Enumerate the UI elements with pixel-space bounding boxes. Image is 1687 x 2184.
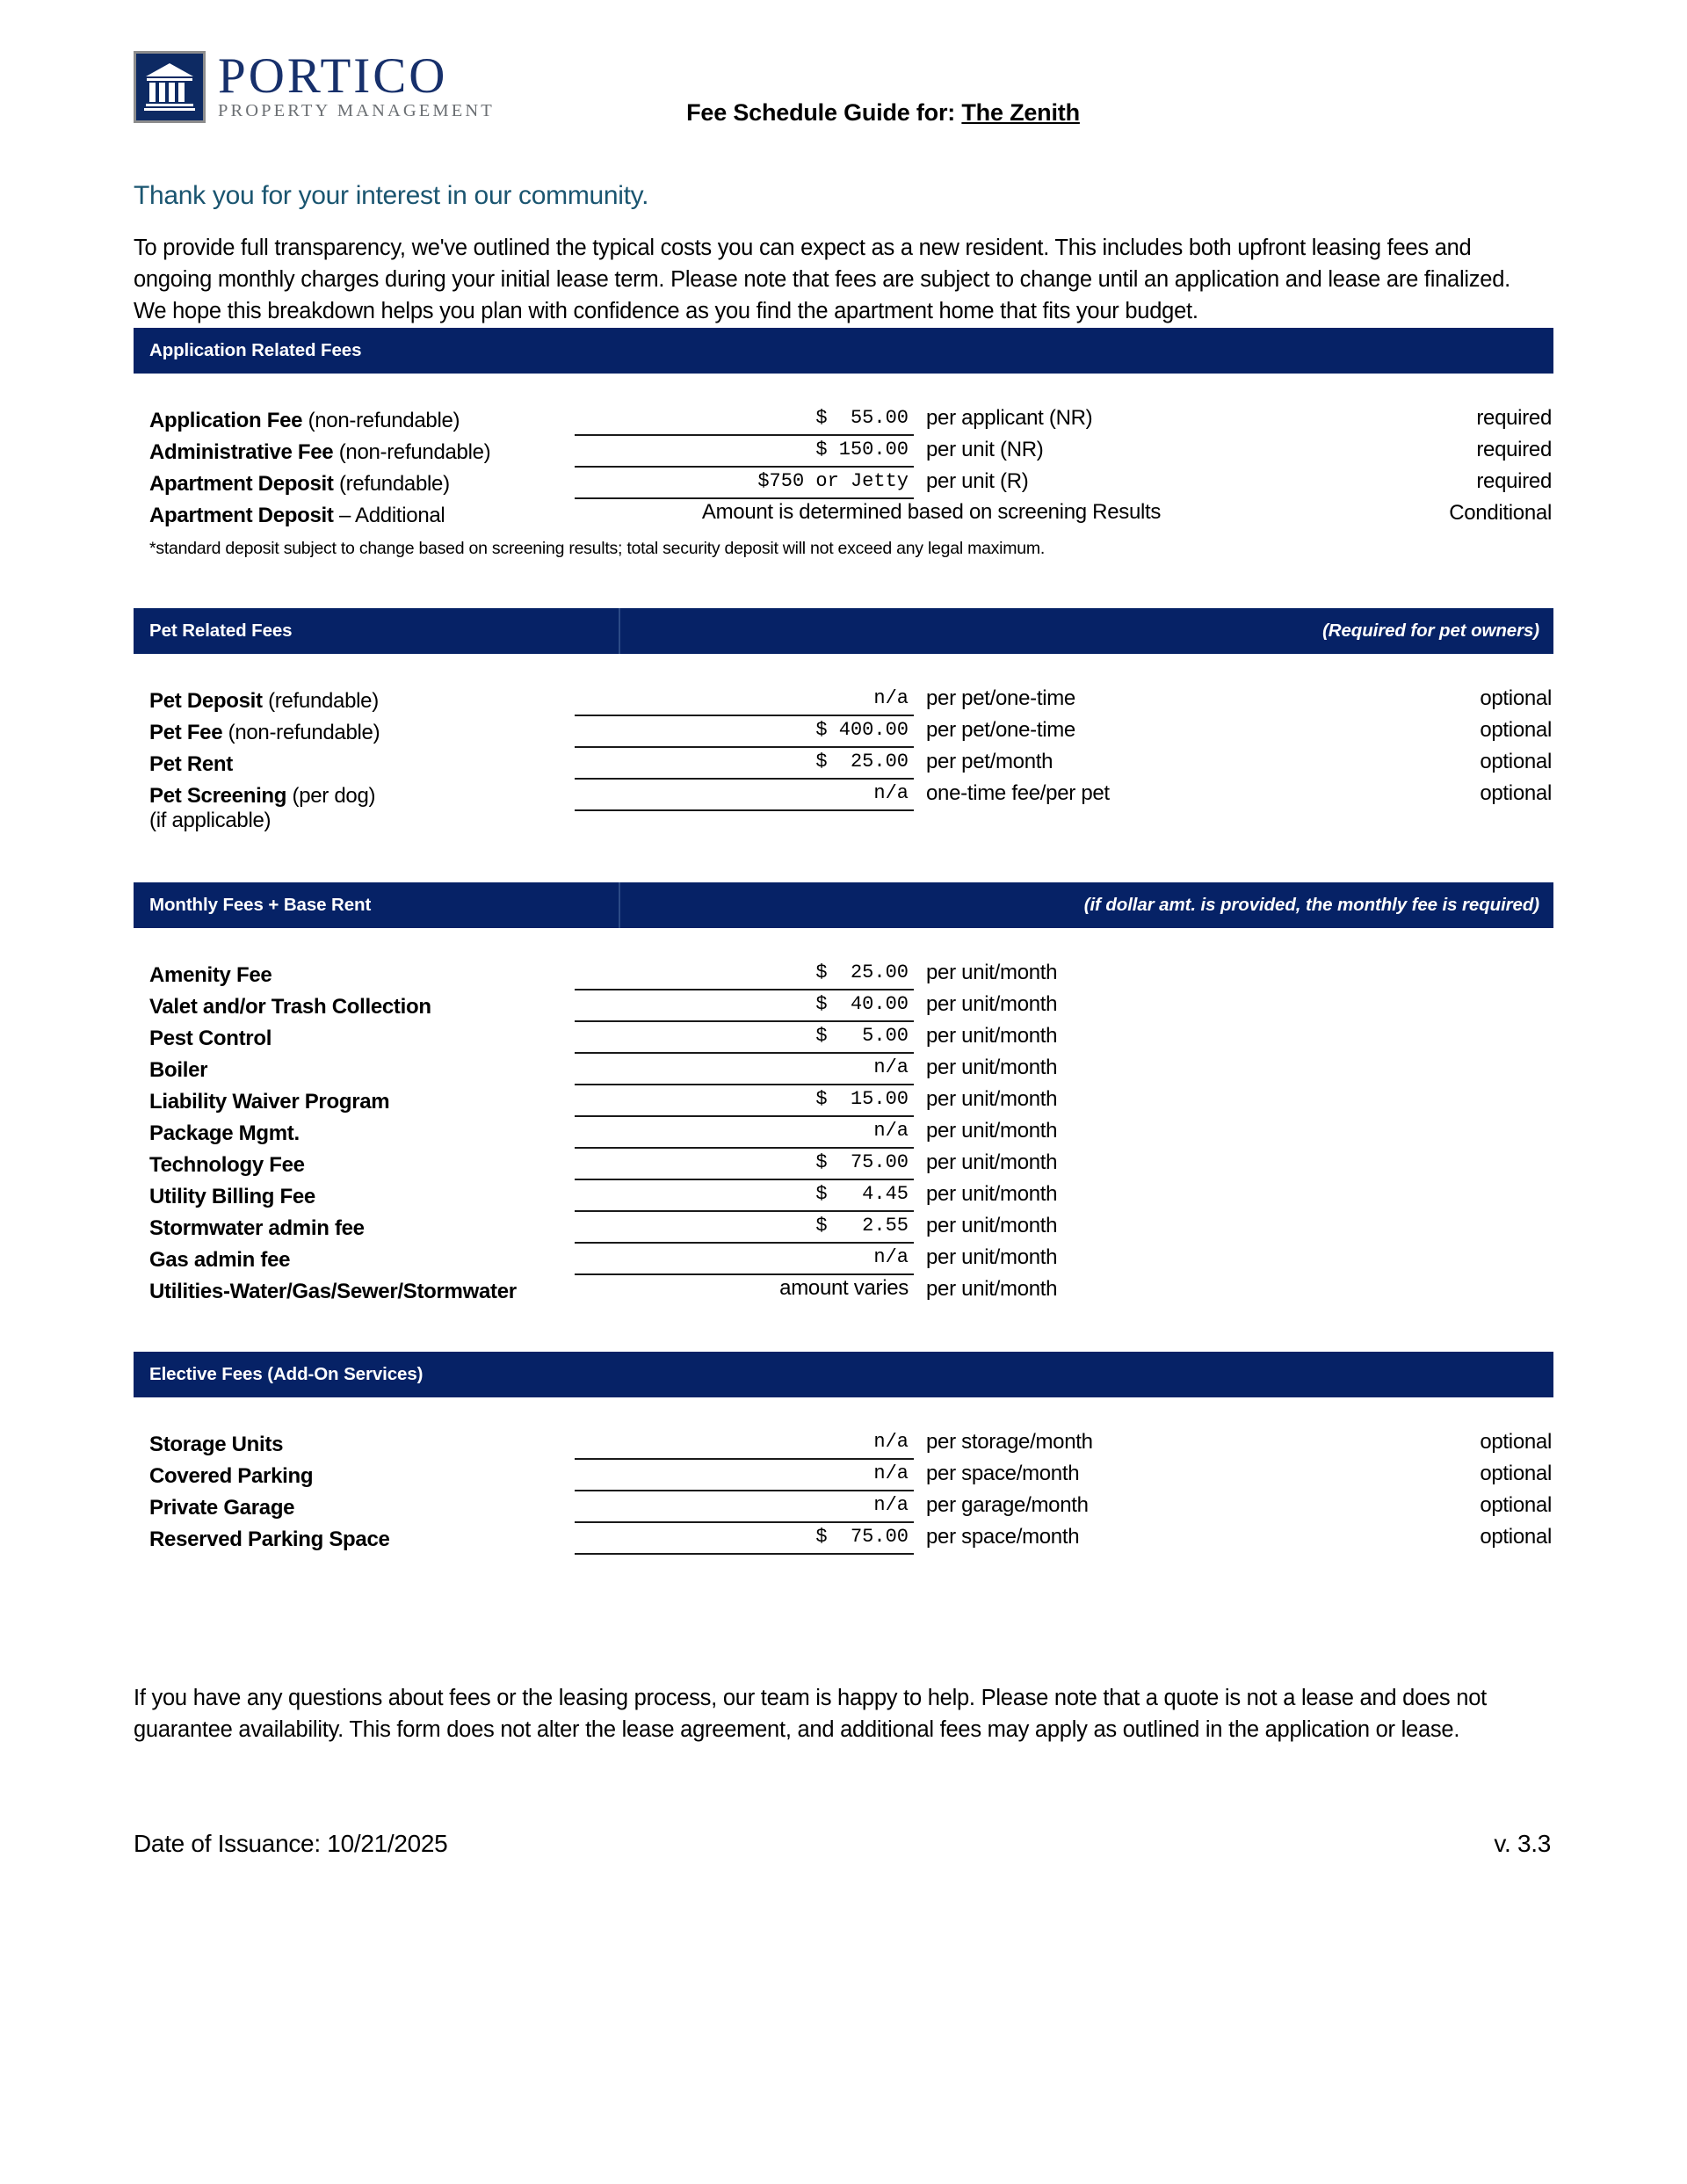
fee-label — [134, 1281, 633, 1302]
fee-row — [134, 1176, 1553, 1208]
fee-label — [134, 783, 633, 808]
section-title: Monthly Fees + Base Rent — [149, 894, 372, 915]
fee-label-name: Stormwater admin fee — [149, 1215, 365, 1240]
fee-label — [134, 994, 633, 1019]
fee-unit: per space/month — [926, 1461, 1080, 1485]
fee-requirement-status: optional — [1480, 1429, 1552, 1454]
fee-row — [134, 954, 1553, 986]
fee-label — [134, 688, 633, 713]
document-header — [0, 0, 1687, 132]
fee-requirement-status: optional — [1480, 717, 1552, 742]
fee-amount-field[interactable]: $ 15.00 — [633, 1090, 914, 1113]
fee-row — [134, 744, 1553, 775]
closing-body: If you have any questions about fees or the leasing process, our team is happy to help. Please note that a quote is not a lease and does not guarantee availability. This form does not alter the lease agreement, and additional fees may apply as outlined in the application or lease. — [134, 1685, 1487, 1742]
fee-row — [134, 775, 1553, 807]
fee-label — [134, 1247, 633, 1272]
fee-row — [134, 400, 1553, 432]
section-gap — [134, 1302, 1553, 1352]
fee-label-qualifier: (refundable) — [333, 471, 450, 496]
fee-unit: per pet/one-time — [926, 686, 1075, 710]
fee-amount-field[interactable]: $ 400.00 — [633, 721, 914, 744]
fee-label — [134, 751, 633, 776]
fee-label-name: Pet Deposit — [149, 688, 263, 713]
fee-unit: per unit/month — [926, 1213, 1058, 1237]
logo-tagline: PROPERTY MANAGEMENT — [218, 101, 495, 121]
fee-label-name: Pet Rent — [149, 751, 233, 776]
fee-row — [134, 1018, 1553, 1049]
fee-unit: per unit (NR) — [926, 437, 1044, 461]
section-title: Pet Related Fees — [149, 620, 293, 641]
fee-requirement-status: optional — [1480, 686, 1552, 710]
fee-row — [134, 1487, 1553, 1519]
logo-wordmark: PORTICO — [218, 48, 448, 104]
fee-requirement-status: required — [1476, 437, 1552, 461]
fee-row — [134, 1049, 1553, 1081]
fee-label — [134, 1089, 633, 1114]
fee-label — [134, 1215, 633, 1240]
section-rows — [134, 680, 1553, 833]
fee-amount-field[interactable]: $ 150.00 — [633, 440, 914, 463]
document-version: v. 3.3 — [1494, 1830, 1551, 1858]
fee-unit: per storage/month — [926, 1429, 1093, 1454]
fee-label-name: Liability Waiver Program — [149, 1089, 390, 1114]
fee-label-name: Reserved Parking Space — [149, 1527, 390, 1551]
intro-block — [0, 181, 1687, 328]
fee-requirement-status: required — [1476, 405, 1552, 430]
issuance-date — [134, 1830, 447, 1858]
fee-label-name: Apartment Deposit — [149, 503, 334, 527]
fee-label — [134, 1529, 633, 1550]
fee-requirement-status: required — [1476, 468, 1552, 493]
fee-amount-field[interactable]: $ 25.00 — [633, 963, 914, 986]
fee-label-qualifier: (non-refundable) — [333, 439, 491, 464]
fee-row — [134, 1113, 1553, 1144]
fee-unit: per unit/month — [926, 1023, 1058, 1048]
fee-label — [134, 1495, 633, 1520]
section-title: Application Related Fees — [149, 339, 362, 360]
fee-label — [134, 505, 633, 526]
fee-row — [134, 1239, 1553, 1271]
fee-row — [134, 680, 1553, 712]
fee-requirement-status: optional — [1480, 780, 1552, 805]
fee-requirement-status: optional — [1480, 1524, 1552, 1549]
section-rows — [134, 1424, 1553, 1550]
fee-unit: per unit/month — [926, 1118, 1058, 1143]
fee-label-name: Technology Fee — [149, 1152, 305, 1177]
property-name: The Zenith — [961, 99, 1080, 126]
fee-label-name: Storage Units — [149, 1432, 284, 1456]
issuance-date-label: Date of Issuance: — [134, 1830, 321, 1858]
fee-row — [134, 1424, 1553, 1455]
fee-amount-field[interactable]: n/a — [633, 689, 914, 712]
fee-amount-field[interactable]: n/a — [633, 1248, 914, 1271]
page-title — [0, 99, 1687, 127]
fee-label-name: Utility Billing Fee — [149, 1184, 315, 1208]
fee-label-qualifier: (non-refundable) — [302, 408, 460, 432]
fee-row — [134, 712, 1553, 744]
fee-label-name: Valet and/or Trash Collection — [149, 994, 431, 1019]
section-footnote: *standard deposit subject to change based on screening results; total security deposit will not exceed any legal maximum. — [149, 538, 1045, 558]
fee-label-qualifier: – Additional — [333, 503, 445, 527]
fee-unit: per unit/month — [926, 1055, 1058, 1079]
fee-unit: per pet/one-time — [926, 717, 1075, 742]
fee-label — [134, 1152, 633, 1177]
fee-unit: per applicant (NR) — [926, 405, 1093, 430]
fee-amount-field[interactable]: $ 75.00 — [633, 1153, 914, 1176]
label-continuation: (if applicable) — [149, 808, 272, 832]
fee-label — [134, 1123, 633, 1144]
fee-label-qualifier: (non-refundable) — [222, 720, 380, 744]
section-header-pet-related-fees — [134, 608, 1553, 654]
fee-label — [134, 1057, 633, 1082]
fee-amount-field[interactable]: $ 2.55 — [633, 1216, 914, 1239]
fee-unit: per unit (R) — [926, 468, 1029, 493]
section-gap — [134, 559, 1553, 608]
fee-amount-field[interactable]: $ 4.45 — [633, 1185, 914, 1208]
fee-row — [134, 463, 1553, 495]
fee-label-name: Package Mgmt. — [149, 1121, 300, 1145]
fee-requirement-status: optional — [1480, 1461, 1552, 1485]
fee-amount-field[interactable]: n/a — [633, 1121, 914, 1144]
fee-row — [134, 1519, 1553, 1550]
fee-row — [134, 1208, 1553, 1239]
fee-unit: per garage/month — [926, 1492, 1089, 1517]
fee-label-name: Pet Screening — [149, 783, 287, 808]
fee-label-name: Administrative Fee — [149, 439, 334, 464]
issuance-date-value: 10/21/2025 — [327, 1830, 448, 1858]
fee-label-name: Pet Fee — [149, 720, 223, 744]
fee-label — [134, 1028, 633, 1049]
fee-unit: per unit/month — [926, 1244, 1058, 1269]
fee-label-name: Utilities-Water/Gas/Sewer/Stormwater — [149, 1279, 517, 1303]
fee-unit: per pet/month — [926, 749, 1053, 773]
fee-label-name: Covered Parking — [149, 1463, 314, 1488]
fee-amount-field[interactable]: n/a — [633, 784, 914, 807]
fee-label — [134, 1186, 633, 1208]
fee-amount-field[interactable]: n/a — [633, 1464, 914, 1487]
fee-amount-field[interactable]: $ 25.00 — [633, 752, 914, 775]
fee-requirement-status: optional — [1480, 1492, 1552, 1517]
fee-label — [134, 471, 633, 496]
section-header-monthly-fees-base-rent — [134, 882, 1553, 928]
fee-amount-field: amount varies — [779, 1275, 909, 1300]
fee-label — [134, 722, 633, 744]
fee-amount-field[interactable]: $ 5.00 — [633, 1027, 914, 1049]
fee-label — [134, 410, 633, 432]
closing-block — [0, 1682, 1687, 1745]
fee-requirement-status — [1230, 1300, 1553, 1302]
fee-row — [134, 1081, 1553, 1113]
section-title: Elective Fees (Add-On Services) — [149, 1363, 424, 1384]
fee-amount-field[interactable]: $ 55.00 — [633, 409, 914, 432]
fee-unit: one-time fee/per pet — [926, 780, 1110, 805]
fee-row — [134, 1271, 1553, 1302]
fee-amount-field[interactable]: n/a — [633, 1496, 914, 1519]
issuance-line — [0, 1830, 1687, 1858]
fee-label-name: Boiler — [149, 1057, 208, 1082]
fee-amount-field[interactable]: n/a — [633, 1058, 914, 1081]
fee-row — [134, 986, 1553, 1018]
fee-requirement-status: Conditional — [1449, 500, 1552, 525]
section-header-application-related-fees — [134, 328, 1553, 374]
fee-amount-field[interactable]: $750 or Jetty — [633, 472, 914, 495]
fee-unit: per unit/month — [926, 1086, 1058, 1111]
fee-label-name: Private Garage — [149, 1495, 295, 1520]
fee-amount-field[interactable]: $ 75.00 — [633, 1527, 914, 1550]
fee-label — [134, 962, 633, 987]
fee-amount-field[interactable]: $ 40.00 — [633, 995, 914, 1018]
section-gap — [134, 833, 1553, 882]
fee-label — [134, 1463, 633, 1488]
section-rows — [134, 400, 1553, 559]
fee-row — [134, 1144, 1553, 1176]
page-title-prefix: Fee Schedule Guide for: — [686, 99, 956, 126]
fee-unit: per unit/month — [926, 1276, 1058, 1301]
fee-label — [134, 1434, 633, 1455]
fee-label-qualifier: (refundable) — [262, 688, 379, 713]
fee-row — [134, 432, 1553, 463]
intro-heading: Thank you for your interest in our community. — [134, 181, 649, 210]
fee-label — [134, 439, 633, 464]
fee-amount-field: Amount is determined based on screening Results — [701, 499, 1162, 524]
fee-row — [134, 1455, 1553, 1487]
fee-label-name: Application Fee — [149, 408, 303, 432]
fee-label-name: Amenity Fee — [149, 962, 272, 987]
section-note: (if dollar amt. is provided, the monthly fee is required) — [1083, 894, 1539, 915]
fee-amount-field[interactable]: n/a — [633, 1433, 914, 1455]
section-header-elective-fees — [134, 1352, 1553, 1397]
fee-unit: per space/month — [926, 1524, 1080, 1549]
fee-label-name: Gas admin fee — [149, 1247, 291, 1272]
section-note: (Required for pet owners) — [1322, 620, 1539, 641]
fee-requirement-status: optional — [1480, 749, 1552, 773]
section-rows — [134, 954, 1553, 1302]
fee-unit: per unit/month — [926, 1181, 1058, 1206]
fee-unit: per unit/month — [926, 960, 1058, 984]
fee-label-qualifier: (per dog) — [286, 783, 376, 808]
fee-sections — [0, 328, 1687, 1550]
fee-row — [134, 495, 1553, 526]
fee-unit: per unit/month — [926, 991, 1058, 1016]
fee-label-name: Pest Control — [149, 1026, 272, 1050]
fee-unit: per unit/month — [926, 1150, 1058, 1174]
fee-label-name: Apartment Deposit — [149, 471, 334, 496]
intro-body: To provide full transparency, we've outlined the typical costs you can expect as a new resident. This includes both upfront leasing fees and ongoing monthly charges during your initial lease term. Please note that fees are subject to change until an application and lease are finalized. We hope this breakdown helps you plan with confidence as you find the apartment home that fits your budget. — [134, 236, 1511, 324]
